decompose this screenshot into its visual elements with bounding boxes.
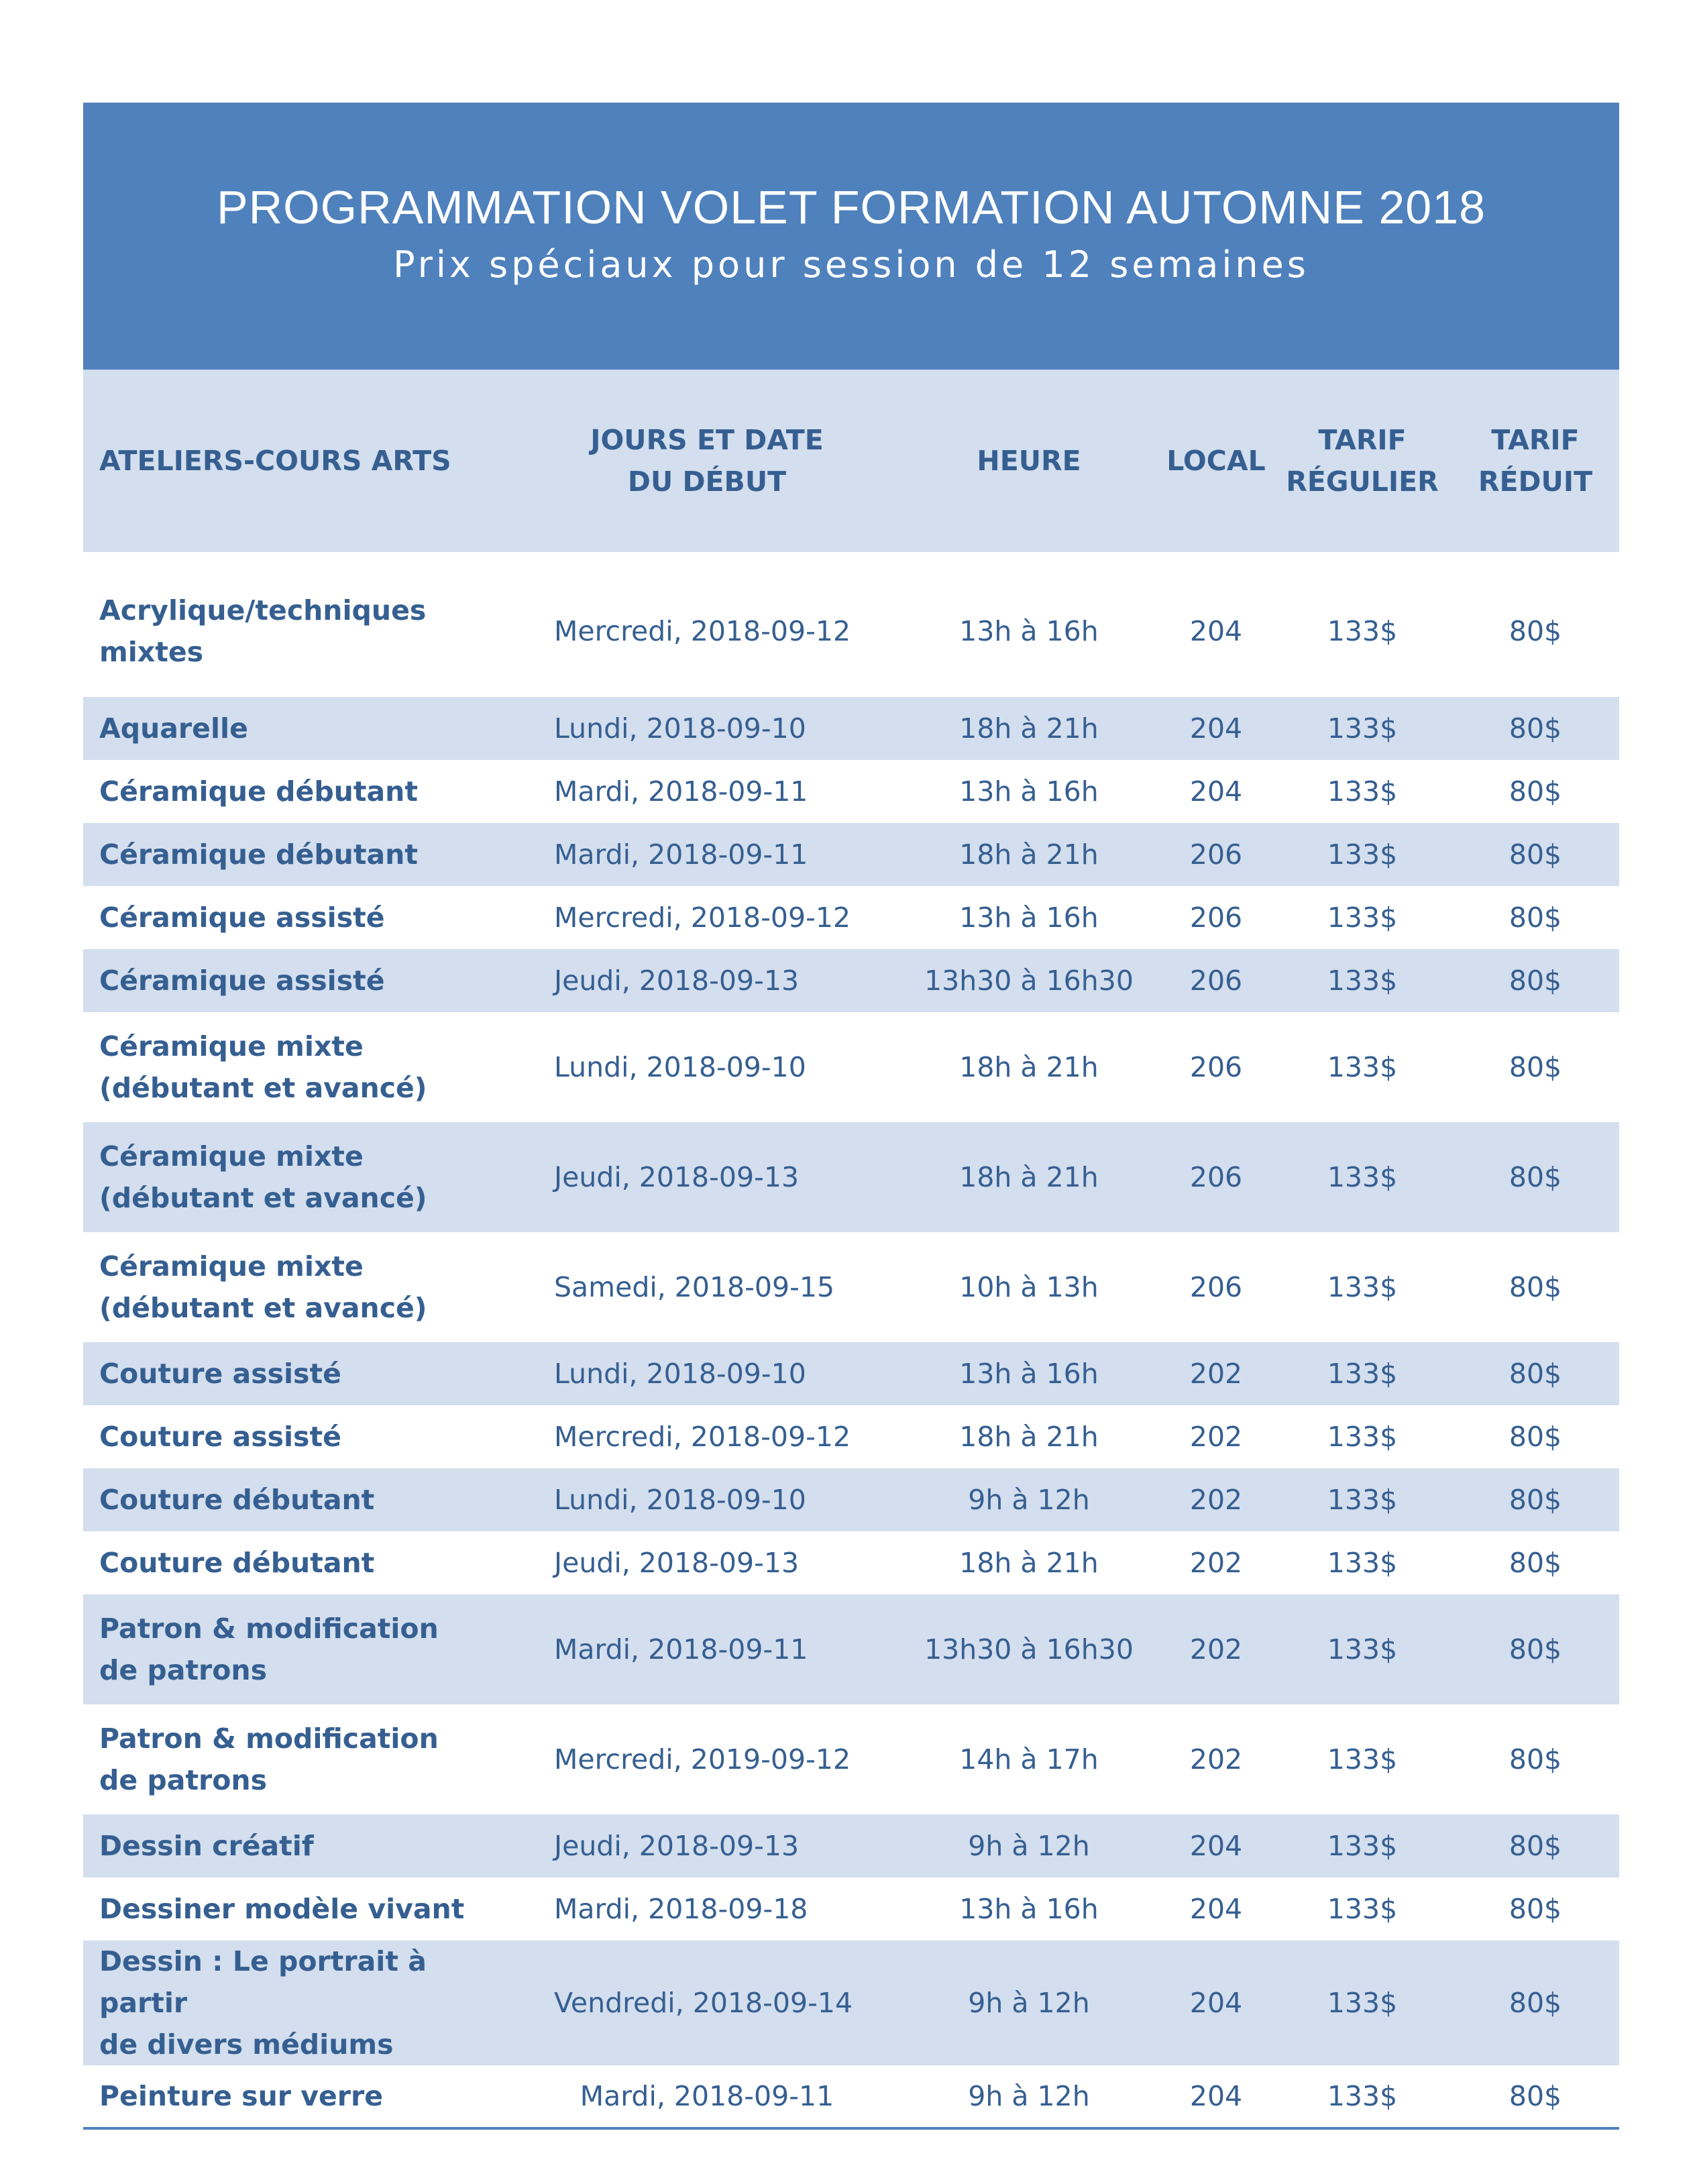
start-day-cell: Mardi, 2018-09-11: [554, 775, 808, 808]
regular-price-cell: 133$: [1327, 1358, 1398, 1390]
course-name: Couture assisté: [99, 1421, 341, 1453]
course-name: Céramique débutant: [99, 838, 418, 871]
course-name-cell: [83, 823, 515, 886]
course-name-continued: (débutant et avancé): [99, 1072, 427, 1104]
start-day-cell: Vendredi, 2018-09-14: [554, 1987, 853, 2019]
column-header-room: LOCAL: [1166, 445, 1266, 477]
course-name: Céramique mixte: [99, 1030, 364, 1062]
start-day-cell: Jeudi, 2018-09-13: [554, 1830, 800, 1862]
room-cell: 204: [1189, 712, 1243, 745]
start-day-cell: Lundi, 2018-09-10: [554, 1358, 806, 1390]
room-cell: 206: [1189, 838, 1243, 871]
time-cell: 13h à 16h: [959, 902, 1099, 934]
start-day-cell: Mercredi, 2019-09-12: [554, 1743, 851, 1776]
start-day-cell: Mardi, 2018-09-11: [554, 838, 808, 871]
time-cell: 13h à 16h: [959, 775, 1099, 808]
column-header-time: HEURE: [977, 445, 1081, 477]
course-name-cell: [83, 1342, 515, 1405]
reduced-price-cell: 80$: [1509, 838, 1562, 871]
time-cell: 18h à 21h: [959, 712, 1099, 745]
table-row: [83, 1012, 1619, 1122]
time-cell: 18h à 21h: [959, 1051, 1099, 1083]
course-name: Dessiner modèle vivant: [99, 1893, 465, 1925]
table-row: [83, 1468, 1619, 1531]
course-name: Céramique mixte: [99, 1140, 364, 1172]
regular-price-cell: 133$: [1327, 1633, 1398, 1666]
reduced-price-cell: 80$: [1509, 1358, 1562, 1390]
course-name: Céramique mixte: [99, 1250, 364, 1282]
regular-price-cell: 133$: [1327, 1484, 1398, 1516]
start-day-cell: Lundi, 2018-09-10: [554, 712, 806, 745]
reduced-price-cell: 80$: [1509, 1271, 1562, 1303]
course-name-cell: [83, 697, 515, 760]
table-row: [83, 1877, 1619, 1941]
start-day-cell: Lundi, 2018-09-10: [554, 1051, 806, 1083]
course-name: Patron & modification: [99, 1723, 439, 1755]
reduced-price-cell: 80$: [1509, 965, 1562, 997]
course-name-cell: [83, 1941, 515, 2065]
room-cell: 206: [1189, 1271, 1243, 1303]
course-name: Aquarelle: [99, 712, 248, 745]
table-row: [83, 949, 1619, 1012]
regular-price-cell: 133$: [1327, 712, 1398, 745]
time-cell: 18h à 21h: [959, 838, 1099, 871]
course-name: Céramique assisté: [99, 902, 385, 934]
regular-price-cell: 133$: [1327, 1547, 1398, 1579]
start-day-cell: Mercredi, 2018-09-12: [554, 1421, 851, 1453]
column-header-course: ATELIERS-COURS ARTS: [99, 445, 451, 477]
column-header-reduced-line1: TARIF: [1491, 424, 1580, 456]
room-cell: 202: [1189, 1547, 1243, 1579]
column-header-reduced-price: [1451, 370, 1619, 552]
room-cell: 204: [1189, 2080, 1243, 2112]
title-banner: [83, 103, 1619, 370]
room-cell: 202: [1189, 1633, 1243, 1666]
table-row: [83, 886, 1619, 949]
regular-price-cell: 133$: [1327, 615, 1398, 647]
regular-price-cell: 133$: [1327, 2080, 1398, 2112]
room-cell: 206: [1189, 1161, 1243, 1193]
course-name-cell: [83, 1012, 515, 1122]
reduced-price-cell: 80$: [1509, 902, 1562, 934]
course-name: Dessin : Le portrait à partir: [99, 1945, 427, 2019]
course-name-continued: (débutant et avancé): [99, 1182, 427, 1214]
course-name-cell: [83, 1531, 515, 1594]
course-name-continued: de divers médiums: [99, 2028, 394, 2061]
course-name-continued: (débutant et avancé): [99, 1292, 427, 1324]
column-header-reduced-line2: RÉDUIT: [1478, 466, 1593, 498]
reduced-price-cell: 80$: [1509, 1547, 1562, 1579]
reduced-price-cell: 80$: [1509, 1987, 1562, 2019]
reduced-price-cell: 80$: [1509, 2080, 1562, 2112]
reduced-price-cell: 80$: [1509, 1484, 1562, 1516]
table-row: [83, 1531, 1619, 1594]
course-name-cell: [83, 886, 515, 949]
room-cell: 204: [1189, 775, 1243, 808]
course-name-cell: [83, 1122, 515, 1232]
reduced-price-cell: 80$: [1509, 1893, 1562, 1925]
time-cell: 13h à 16h: [959, 1358, 1099, 1390]
course-name: Couture débutant: [99, 1484, 375, 1516]
start-day-cell: Mercredi, 2018-09-12: [554, 615, 851, 647]
room-cell: 202: [1189, 1358, 1243, 1390]
room-cell: 206: [1189, 902, 1243, 934]
regular-price-cell: 133$: [1327, 965, 1398, 997]
start-day-cell: Mardi, 2018-09-18: [554, 1893, 808, 1925]
course-name-cell: [83, 552, 515, 697]
table-row: [83, 760, 1619, 823]
table-row: [83, 1594, 1619, 1704]
time-cell: 10h à 13h: [959, 1271, 1099, 1303]
course-name-cell: [83, 1814, 515, 1877]
regular-price-cell: 133$: [1327, 1161, 1398, 1193]
start-day-cell: Lundi, 2018-09-10: [554, 1484, 806, 1516]
column-header-day-line1: JOURS ET DATE: [590, 424, 824, 456]
regular-price-cell: 133$: [1327, 1051, 1398, 1083]
course-name-cell: [83, 949, 515, 1012]
start-day-cell: Jeudi, 2018-09-13: [554, 1161, 800, 1193]
course-name: Patron & modification: [99, 1613, 439, 1645]
table-row: [83, 1405, 1619, 1468]
course-name: Dessin créatif: [99, 1830, 314, 1862]
course-name-cell: [83, 1877, 515, 1941]
time-cell: 13h30 à 16h30: [924, 1633, 1134, 1666]
room-cell: 202: [1189, 1484, 1243, 1516]
course-name-cell: [83, 2065, 515, 2128]
regular-price-cell: 133$: [1327, 1271, 1398, 1303]
course-name-cell: [83, 1468, 515, 1531]
page-title: PROGRAMMATION VOLET FORMATION AUTOMNE 2018: [216, 181, 1486, 233]
reduced-price-cell: 80$: [1509, 1830, 1562, 1862]
reduced-price-cell: 80$: [1509, 1051, 1562, 1083]
start-day-cell: Mardi, 2018-09-11: [580, 2080, 834, 2112]
start-day-cell: Jeudi, 2018-09-13: [554, 1547, 800, 1579]
room-cell: 204: [1189, 615, 1243, 647]
regular-price-cell: 133$: [1327, 838, 1398, 871]
time-cell: 18h à 21h: [959, 1547, 1099, 1579]
start-day-cell: Mercredi, 2018-09-12: [554, 902, 851, 934]
column-header-regular-price: [1273, 370, 1451, 552]
reduced-price-cell: 80$: [1509, 1161, 1562, 1193]
course-rows: [83, 552, 1619, 2128]
table-row: [83, 1122, 1619, 1232]
table-row: [83, 2065, 1619, 2128]
table-row: [83, 1232, 1619, 1342]
time-cell: 9h à 12h: [968, 1830, 1090, 1862]
reduced-price-cell: 80$: [1509, 775, 1562, 808]
course-name: Peinture sur verre: [99, 2080, 384, 2112]
time-cell: 13h à 16h: [959, 615, 1099, 647]
regular-price-cell: 133$: [1327, 1893, 1398, 1925]
column-header-day-line2: DU DÉBUT: [627, 466, 787, 498]
course-name-cell: [83, 1405, 515, 1468]
course-name: Céramique débutant: [99, 775, 418, 808]
time-cell: 13h à 16h: [959, 1893, 1099, 1925]
table-header-row: [83, 370, 1619, 552]
time-cell: 14h à 17h: [959, 1743, 1099, 1776]
room-cell: 202: [1189, 1421, 1243, 1453]
table-row: [83, 1342, 1619, 1405]
course-name-cell: [83, 1232, 515, 1342]
reduced-price-cell: 80$: [1509, 615, 1562, 647]
reduced-price-cell: 80$: [1509, 1743, 1562, 1776]
room-cell: 204: [1189, 1830, 1243, 1862]
table-row: [83, 823, 1619, 886]
room-cell: 206: [1189, 965, 1243, 997]
course-name: Céramique assisté: [99, 965, 385, 997]
page-subtitle: Prix spéciaux pour session de 12 semaines: [393, 243, 1309, 286]
column-header-day: [515, 370, 899, 552]
table-row: [83, 552, 1619, 697]
table-row: [83, 1814, 1619, 1877]
course-name-continued: de patrons: [99, 1654, 268, 1686]
start-day-cell: Jeudi, 2018-09-13: [554, 965, 800, 997]
room-cell: 204: [1189, 1987, 1243, 2019]
course-name-cell: [83, 760, 515, 823]
time-cell: 18h à 21h: [959, 1161, 1099, 1193]
reduced-price-cell: 80$: [1509, 712, 1562, 745]
column-header-regular-line1: TARIF: [1318, 424, 1407, 456]
regular-price-cell: 133$: [1327, 1743, 1398, 1776]
time-cell: 9h à 12h: [968, 1987, 1090, 2019]
course-name-continued: de patrons: [99, 1764, 268, 1796]
schedule-document: [83, 103, 1619, 2130]
reduced-price-cell: 80$: [1509, 1421, 1562, 1453]
room-cell: 206: [1189, 1051, 1243, 1083]
start-day-cell: Samedi, 2018-09-15: [554, 1271, 835, 1303]
room-cell: 204: [1189, 1893, 1243, 1925]
start-day-cell: Mardi, 2018-09-11: [554, 1633, 808, 1666]
time-cell: 9h à 12h: [968, 1484, 1090, 1516]
regular-price-cell: 133$: [1327, 902, 1398, 934]
time-cell: 9h à 12h: [968, 2080, 1090, 2112]
time-cell: 13h30 à 16h30: [924, 965, 1134, 997]
table-row: [83, 697, 1619, 760]
regular-price-cell: 133$: [1327, 775, 1398, 808]
course-name-cell: [83, 1704, 515, 1814]
course-name: Couture assisté: [99, 1358, 341, 1390]
regular-price-cell: 133$: [1327, 1830, 1398, 1862]
room-cell: 202: [1189, 1743, 1243, 1776]
table-row: [83, 1941, 1619, 2065]
regular-price-cell: 133$: [1327, 1421, 1398, 1453]
time-cell: 18h à 21h: [959, 1421, 1099, 1453]
column-header-regular-line2: RÉGULIER: [1286, 466, 1439, 498]
course-name: Couture débutant: [99, 1547, 375, 1579]
regular-price-cell: 133$: [1327, 1987, 1398, 2019]
reduced-price-cell: 80$: [1509, 1633, 1562, 1666]
course-name-cell: [83, 1594, 515, 1704]
course-schedule-table: [83, 370, 1619, 2130]
table-row: [83, 1704, 1619, 1814]
course-name: Acrylique/techniques mixtes: [99, 594, 427, 668]
